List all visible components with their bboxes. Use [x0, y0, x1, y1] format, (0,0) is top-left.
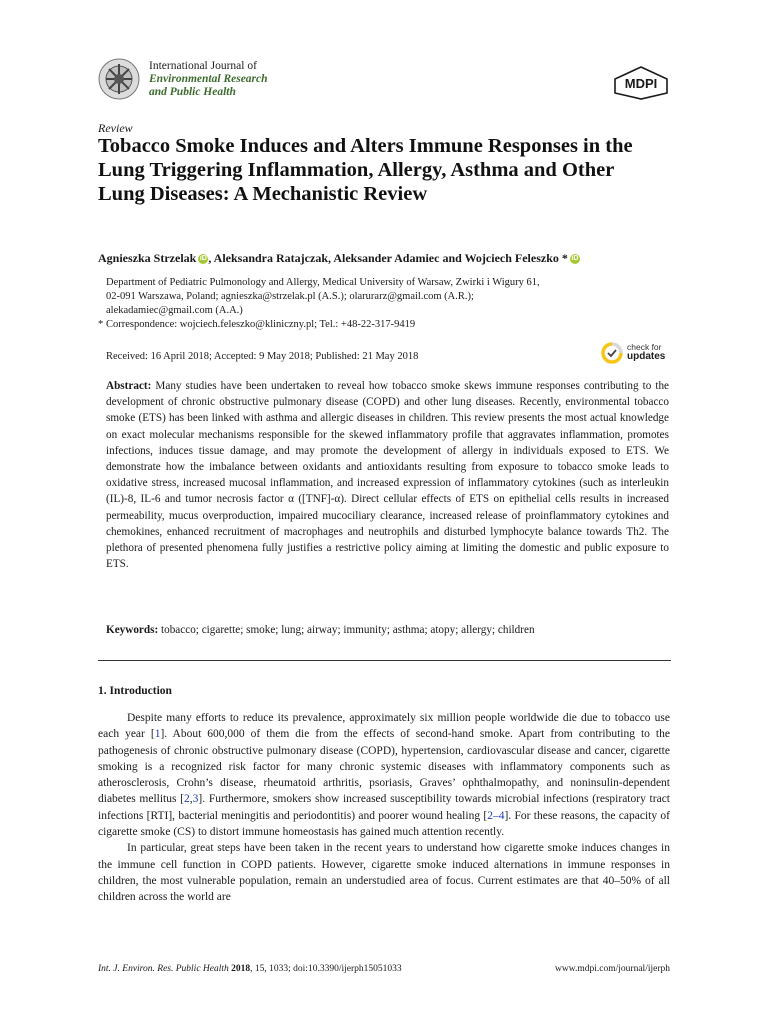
correspondence-star: *	[98, 319, 104, 330]
section-divider	[98, 660, 671, 661]
citation-link[interactable]: 1	[154, 728, 161, 741]
journal-emblem-icon	[98, 58, 140, 100]
affiliation-line: Department of Pediatric Pulmonology and Allergy, Medical University of Warsaw, Zwirki i Wigury 61,	[106, 277, 540, 288]
abstract-label: Abstract:	[106, 380, 152, 392]
orcid-icon[interactable]: iD	[571, 255, 579, 262]
keywords-label: Keywords:	[106, 624, 159, 636]
citation-link[interactable]: 2	[184, 793, 190, 806]
text-run: Despite many efforts to reduce its prevalence, approximately six million people worldwide die due to tobacco use each year [	[98, 712, 670, 741]
author-rest: , Aleksandra Ratajczak, Aleksander Adamiec and Wojciech Feleszko *	[208, 251, 568, 265]
correspondence-text: Correspondence: wojciech.feleszko@kliniczny.pl; Tel.: +48-22-317-9419	[106, 319, 416, 330]
keywords-text: tobacco; cigarette; smoke; lung; airway; immunity; asthma; atopy; allergy; children	[161, 624, 535, 636]
article-type: Review	[98, 121, 133, 135]
abstract	[106, 378, 669, 572]
abstract-text: Many studies have been undertaken to reveal how tobacco smoke skews immune responses contributing to the development of chronic obstructive pulmonary disease (COPD) and other lung diseases. Recently, environmental tobacco smoke (ETS) has been linked with asthma and allergic diseases in children. This review presents the most actual knowledge on exact molecular mechanisms responsible for the skewed inflammatory profile that aggravates inflammation, promotes infections, induces tissue damage, and may promote the development of allergy in individuals exposed to ETS. We demonstrate how the imbalance between oxidants and antioxidants resulting from exposure to tobacco smoke leads to oxidative stress, increased mucosal inflammation, and increased expression of inflammatory cytokines (such as interleukin (IL)-8, IL-6 and tumor necrosis factor α ([TNF]-α). Direct cellular effects of ETS on epithelial cells results in increased permeability, mucus overproduction, impaired mucociliary clearance, increased release of proinflammatory cytokines and chemokines, enhanced recruitment of macrophages and neutrophils and disturbed lymphocyte balance towards Th2. The plethora of presented phenomena fully justifies a restrictive policy aiming at limiting the domestic and public exposure to ETS.	[106, 380, 670, 571]
text-run: ]. About 600,000 of them die from the effects of second-hand smoke. Apart from contributing to the pathogenesis of chronic obstructive pulmonary disease (COPD), hypertension, cardiovascular disease and cancer, cigarette smoking is a recognized risk factor for many chronic systemic diseases with inflammatory components such as atherosclerosis, Crohn’s disease, rheumatoid arthritis, psoriasis, Graves’ ophthalmopathy, and noninsulin-dependent diabetes mellitus [	[98, 728, 670, 806]
journal-name-line-2: and Public Health	[149, 86, 236, 98]
author-list	[98, 251, 698, 266]
journal-intl: International Journal of	[149, 60, 257, 72]
citation-year: 2018	[231, 964, 251, 974]
check-for-updates-badge[interactable]	[601, 341, 673, 367]
journal-name-line-1: Environmental Research	[149, 73, 268, 85]
mdpi-logo-text: MDPI	[624, 76, 658, 91]
introduction-body	[98, 710, 670, 906]
affiliation-line: 02-091 Warszawa, Poland; agnieszka@strzelak.pl (A.S.); olarurarz@gmail.com (A.R.);	[106, 291, 474, 302]
text-run: ,	[189, 793, 193, 806]
correspondence	[98, 318, 658, 332]
check-updates-icon	[601, 342, 623, 364]
text-run: ]. For these reasons, the capacity of cigarette smoke (CS) to distort immune homeostasis has gained much attention recently.	[98, 809, 670, 839]
affiliations	[98, 276, 658, 332]
orcid-icon[interactable]: iD	[199, 255, 207, 262]
article-title: Tobacco Smoke Induces and Alters Immune Responses in the Lung Triggering Inflammation, Allergy, Asthma and Other Lung Diseases: A Mechanistic Review	[98, 135, 633, 205]
affiliation-line: alekadamiec@gmail.com (A.A.)	[106, 305, 243, 316]
citation-details: , 15, 1033; doi:10.3390/ijerph15051033	[250, 964, 402, 974]
text-run: ]. Furthermore, smokers show increased susceptibility towards microbial infections (respiratory tract infections [RTI], bacterial meningitis and periodontitis) and poorer wound healing [	[98, 793, 670, 822]
check-updates-text: check for	[627, 342, 662, 352]
check-updates-label: updates	[627, 351, 666, 362]
citation-link[interactable]: 2–4	[487, 809, 505, 822]
section-heading: 1. Introduction	[98, 685, 172, 697]
paragraph: In particular, great steps have been taken in the recent years to understand how cigarette smoke induces changes in the immune cell function in COPD patients. However, cigarette smoke induced alternations in immune responses in children, the most vulnerable population, remain an understudied area of focus. Current estimates are that 40–50% of all children across the world are	[98, 842, 670, 904]
journal-url[interactable]: www.mdpi.com/journal/ijerph	[555, 964, 670, 974]
publication-dates: Received: 16 April 2018; Accepted: 9 May 2018; Published: 21 May 2018	[106, 351, 419, 362]
journal-abbreviation: Int. J. Environ. Res. Public Health	[98, 964, 229, 974]
footer-citation	[98, 964, 402, 974]
mdpi-logo-icon	[612, 66, 670, 100]
keywords	[106, 624, 669, 636]
citation-link[interactable]: 3	[192, 793, 199, 806]
paragraph	[98, 710, 670, 840]
journal-title	[149, 60, 268, 99]
author-first: Agnieszka Strzelak	[98, 251, 197, 265]
